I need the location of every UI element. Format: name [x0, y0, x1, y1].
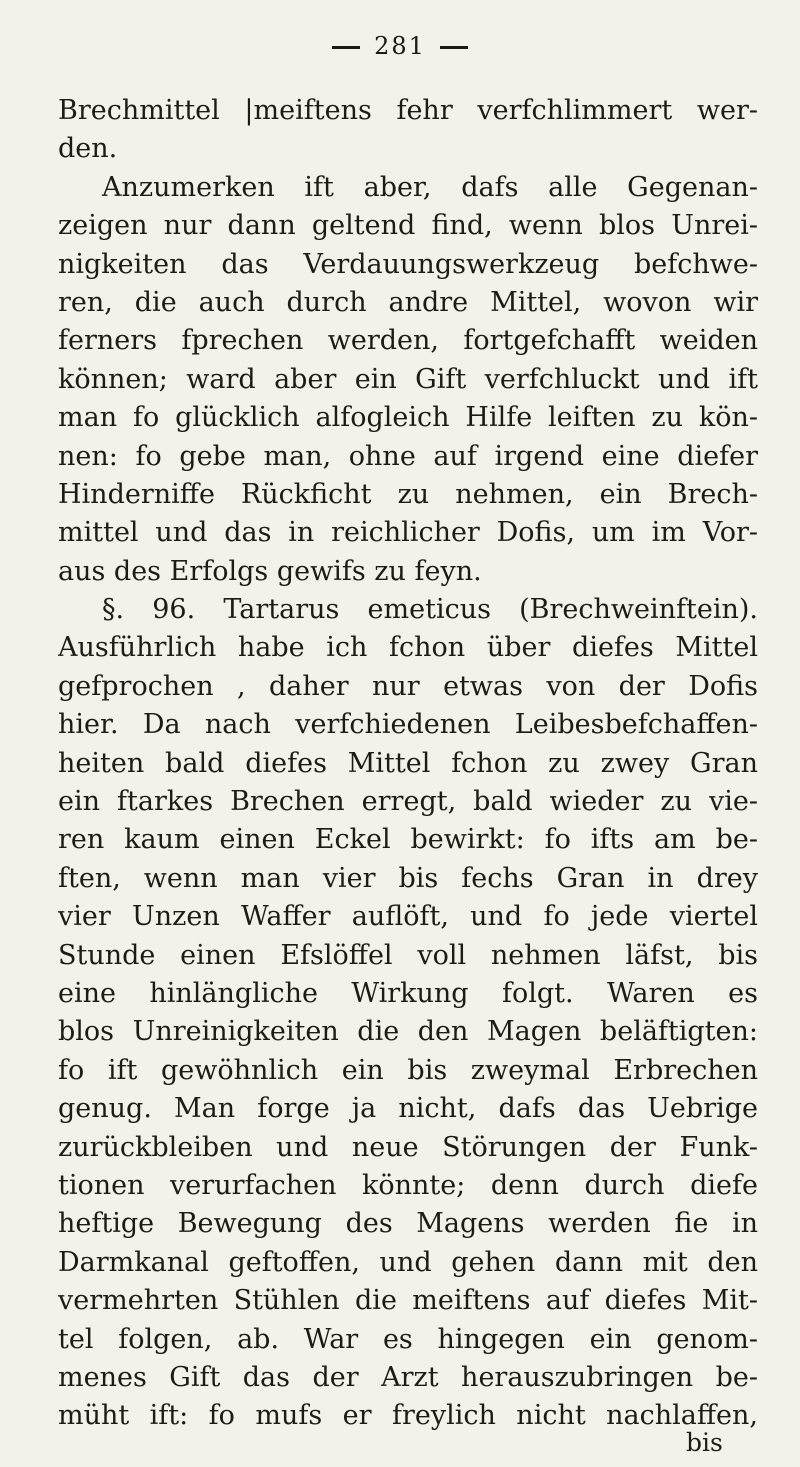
text-line: nigkeiten das Verdauungswerkzeug befchwe-	[58, 248, 758, 280]
text-line: eine hinlängliche Wirkung folgt. Waren es	[58, 977, 758, 1009]
text-line: Stunde einen Efslöffel voll nehmen läfst, bis	[58, 939, 758, 971]
text-line: blos Unreinigkeiten die den Magen beläftigten:	[58, 1016, 758, 1048]
text-line: tionen verurfachen könnte; denn durch diefe	[58, 1169, 758, 1201]
page-header	[0, 32, 800, 60]
text-line: zurückbleiben und neue Störungen der Funk-	[58, 1131, 758, 1163]
text-line: ein ftarkes Brechen erregt, bald wieder zu vie-	[58, 786, 758, 818]
text-line: ferners fprechen werden, fortgefchafft weiden	[58, 325, 758, 357]
text-line: Anzumerken ift aber, dafs alle Gegenan-	[102, 171, 758, 203]
body-text	[58, 92, 758, 1436]
text-line: können; ward aber ein Gift verfchluckt und ift	[58, 363, 758, 395]
text-line: aus des Erfolgs gewifs zu feyn.	[58, 555, 482, 587]
text-line: Hinderniffe Rückficht zu nehmen, ein Brech-	[58, 478, 758, 510]
text-line: man fo glücklich alfogleich Hilfe leiften zu kön-	[58, 402, 758, 434]
text-line: Darmkanal geftoffen, und gehen dann mit den	[58, 1246, 758, 1278]
text-line: hier. Da nach verfchiedenen Leibesbefchaffen-	[58, 709, 758, 741]
catchword: bis	[686, 1428, 723, 1457]
header-dash-right	[440, 46, 468, 49]
text-line: nen: fo gebe man, ohne auf irgend eine diefer	[58, 440, 758, 472]
text-line: müht ift: fo mufs er freylich nicht nachlaffen,	[58, 1400, 758, 1432]
header-dash-left	[332, 46, 360, 49]
text-line: heftige Bewegung des Magens werden fie in	[58, 1208, 758, 1240]
text-line: vermehrten Stühlen die meiftens auf diefes Mit-	[58, 1285, 758, 1317]
page-number: 281	[374, 32, 426, 60]
text-line: menes Gift das der Arzt herauszubringen be-	[58, 1361, 758, 1393]
text-line: mittel und das in reichlicher Dofis, um im Vor-	[58, 517, 758, 549]
text-line: Ausführlich habe ich fchon über diefes Mittel	[58, 632, 758, 664]
text-line: den.	[58, 133, 118, 165]
text-line: genug. Man forge ja nicht, dafs das Uebrige	[58, 1093, 758, 1125]
text-line: heiten bald diefes Mittel fchon zu zwey Gran	[58, 747, 758, 779]
text-line: ren kaum einen Eckel bewirkt: fo ifts am be-	[58, 824, 758, 856]
text-line: zeigen nur dann geltend find, wenn blos Unrei-	[58, 210, 758, 242]
text-line: tel folgen, ab. War es hingegen ein genom-	[58, 1323, 758, 1355]
text-line: fo ift gewöhnlich ein bis zweymal Erbrechen	[58, 1054, 758, 1086]
text-line: ren, die auch durch andre Mittel, wovon wir	[58, 286, 758, 318]
text-line: vier Unzen Waffer auflöft, und fo jede viertel	[58, 901, 758, 933]
text-line: §. 96. Tartarus emeticus (Brechweinftein).	[102, 594, 758, 626]
text-line: ften, wenn man vier bis fechs Gran in drey	[58, 862, 758, 894]
text-line: Brechmittel |meiftens fehr verfchlimmert wer-	[58, 95, 758, 126]
text-line: gefprochen , daher nur etwas von der Dofis	[58, 670, 758, 702]
